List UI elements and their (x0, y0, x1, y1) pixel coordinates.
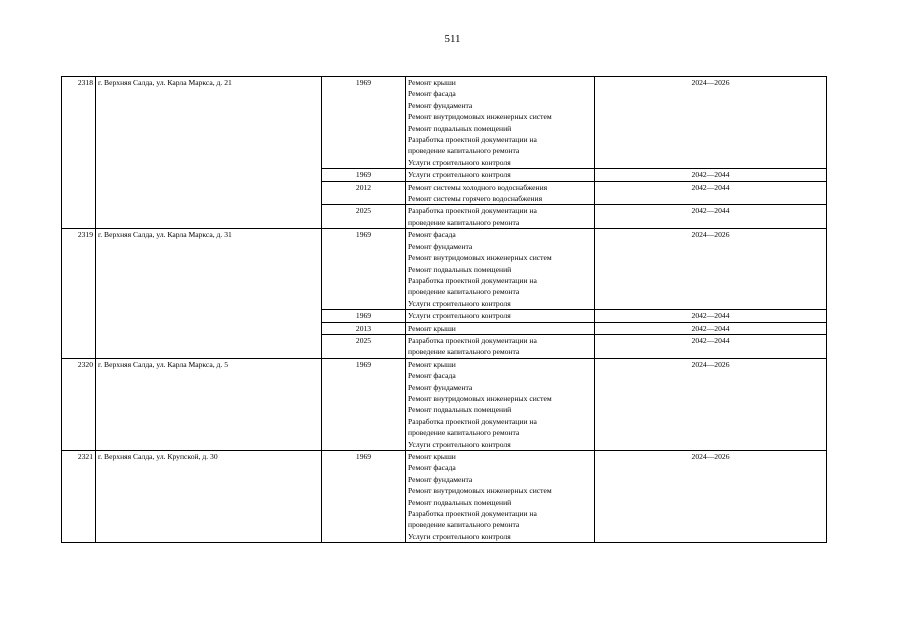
table-body (62, 77, 827, 543)
year-cell: 1969 (322, 229, 406, 310)
work-item: Разработка проектной документации на (408, 135, 537, 145)
work-item: Ремонт фундамента (408, 474, 473, 484)
work-item: Ремонт системы холодного водоснабжения (408, 182, 548, 192)
period-cell: 2042—2044 (595, 310, 827, 322)
row-number: 2319 (62, 229, 96, 358)
work-item: Услуги строительного контроля (408, 311, 511, 321)
period-cell: 2024—2026 (595, 451, 827, 543)
work-types-cell (406, 205, 595, 229)
building-address: г. Верхняя Салда, ул. Крупской, д. 30 (96, 451, 322, 543)
year-cell: 1969 (322, 169, 406, 181)
building-address: г. Верхняя Салда, ул. Карла Маркса, д. 31 (96, 229, 322, 358)
work-item: Ремонт подвальных помещений (408, 497, 512, 507)
work-item: Ремонт крыши (408, 359, 456, 369)
work-types-cell (406, 229, 595, 310)
work-item: Ремонт фасада (408, 89, 456, 99)
work-item: Ремонт фундамента (408, 382, 473, 392)
work-item: Ремонт подвальных помещений (408, 123, 512, 133)
work-item: Услуги строительного контроля (408, 157, 511, 167)
work-item: Разработка проектной документации на (408, 275, 537, 285)
building-address: г. Верхняя Салда, ул. Карла Маркса, д. 21 (96, 77, 322, 229)
work-types-cell (406, 169, 595, 181)
work-types-cell (406, 358, 595, 450)
work-item: Ремонт фасада (408, 230, 456, 240)
work-item: Ремонт крыши (408, 78, 456, 87)
period-cell: 2042—2044 (595, 205, 827, 229)
work-item: Ремонт крыши (408, 323, 456, 333)
year-cell: 2012 (322, 181, 406, 205)
building-address: г. Верхняя Салда, ул. Карла Маркса, д. 5 (96, 358, 322, 450)
work-types-cell (406, 310, 595, 322)
year-cell: 1969 (322, 310, 406, 322)
work-item: проведение капитального ремонта (408, 146, 520, 156)
table-row (62, 229, 827, 310)
work-item: Разработка проектной документации на (408, 416, 537, 426)
year-cell: 1969 (322, 77, 406, 169)
work-types-cell (406, 451, 595, 543)
work-item: проведение капитального ремонта (408, 217, 520, 227)
year-cell: 2013 (322, 322, 406, 334)
work-types-cell (406, 181, 595, 205)
page-number: 511 (444, 33, 461, 45)
period-cell: 2024—2026 (595, 358, 827, 450)
work-item: Разработка проектной документации на (408, 335, 537, 345)
work-item: Разработка проектной документации на (408, 509, 537, 519)
work-types-cell (406, 77, 595, 169)
period-cell: 2042—2044 (595, 322, 827, 334)
period-cell: 2042—2044 (595, 334, 827, 358)
work-item: Услуги строительного контроля (408, 439, 511, 449)
work-item: Ремонт системы горячего водоснабжения (408, 194, 543, 204)
period-cell: 2024—2026 (595, 229, 827, 310)
year-cell: 1969 (322, 451, 406, 543)
work-item: Ремонт подвальных помещений (408, 405, 512, 415)
period-cell: 2042—2044 (595, 169, 827, 181)
work-item: Ремонт фундамента (408, 241, 473, 251)
work-item: Ремонт внутридомовых инженерных систем (408, 112, 552, 122)
year-cell: 1969 (322, 358, 406, 450)
year-cell: 2025 (322, 334, 406, 358)
period-cell: 2024—2026 (595, 77, 827, 169)
work-item: проведение капитального ремонта (408, 520, 520, 530)
work-item: Услуги строительного контроля (408, 298, 511, 308)
work-item: проведение капитального ремонта (408, 428, 520, 438)
period-cell: 2042—2044 (595, 181, 827, 205)
work-item: Ремонт внутридомовых инженерных систем (408, 486, 552, 496)
table-row (62, 77, 827, 169)
row-number: 2321 (62, 451, 96, 543)
work-item: Ремонт фасада (408, 463, 456, 473)
work-item: проведение капитального ремонта (408, 287, 520, 297)
table-row (62, 451, 827, 543)
work-item: Разработка проектной документации на (408, 206, 537, 216)
work-item: Ремонт фасада (408, 371, 456, 381)
work-item: Услуги строительного контроля (408, 531, 511, 541)
capital-repair-table (61, 76, 827, 543)
work-item: Ремонт внутридомовых инженерных систем (408, 393, 552, 403)
table-row (62, 358, 827, 450)
row-number: 2318 (62, 77, 96, 229)
year-cell: 2025 (322, 205, 406, 229)
work-item: Услуги строительного контроля (408, 170, 511, 180)
work-item: Ремонт фундамента (408, 100, 473, 110)
work-types-cell (406, 334, 595, 358)
work-item: Ремонт подвальных помещений (408, 264, 512, 274)
work-types-cell (406, 322, 595, 334)
work-item: проведение капитального ремонта (408, 347, 520, 357)
work-item: Ремонт крыши (408, 452, 456, 461)
row-number: 2320 (62, 358, 96, 450)
work-item: Ремонт внутридомовых инженерных систем (408, 253, 552, 263)
